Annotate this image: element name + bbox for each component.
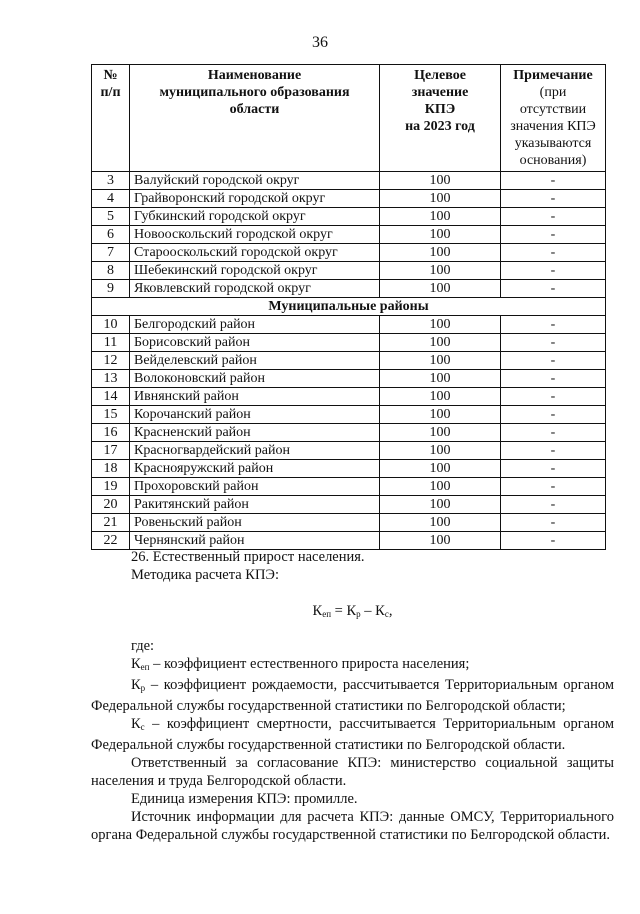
header-name-line: Наименование [207, 68, 302, 83]
target-value: 100 [380, 262, 501, 280]
row-number: 4 [92, 190, 130, 208]
table-row [92, 514, 606, 532]
municipality-name: Грайворонский городской округ [130, 190, 380, 208]
note-cell: - [501, 424, 606, 442]
table-row [92, 442, 606, 460]
municipality-name: Вейделевский район [130, 352, 380, 370]
row-number: 14 [92, 388, 130, 406]
row-number: 22 [92, 532, 130, 550]
table-row [92, 316, 606, 334]
definition-sub: с [140, 722, 145, 732]
target-value: 100 [380, 514, 501, 532]
header-note-line: значения КПЭ [510, 119, 596, 134]
method-label: Методика расчета КПЭ: [131, 567, 280, 583]
target-value: 100 [380, 478, 501, 496]
target-value: 100 [380, 334, 501, 352]
municipality-name: Краснояружский район [130, 460, 380, 478]
header-value [380, 65, 501, 172]
note-cell: - [501, 172, 606, 190]
header-value-line: значение [411, 85, 469, 100]
note-cell: - [501, 280, 606, 298]
target-value: 100 [380, 172, 501, 190]
municipality-name: Борисовский район [130, 334, 380, 352]
row-number: 19 [92, 478, 130, 496]
unit-text: Единица измерения КПЭ: промилле. [131, 791, 358, 807]
formula-minus: – [360, 603, 376, 619]
definition-sub: еп [140, 662, 150, 672]
header-num-line: № [103, 68, 118, 83]
page-number: 36 [312, 34, 328, 51]
row-number: 12 [92, 352, 130, 370]
where-label: где: [131, 638, 155, 654]
kpe-table [91, 64, 606, 550]
target-value: 100 [380, 496, 501, 514]
row-number: 3 [92, 172, 130, 190]
header-num-line: п/п [100, 85, 121, 100]
note-cell: - [501, 478, 606, 496]
note-cell: - [501, 208, 606, 226]
definition-k: К [131, 716, 141, 732]
header-note-line: основания) [519, 153, 587, 168]
row-number: 15 [92, 406, 130, 424]
responsible-text: Ответственный за согласование КПЭ: министерство социальной защиты населения и труда Белгородской области. [91, 755, 614, 789]
table-row [92, 226, 606, 244]
table-row [92, 352, 606, 370]
note-cell: - [501, 388, 606, 406]
row-number: 8 [92, 262, 130, 280]
definition-text: – коэффициент рождаемости, рассчитывается Территориальным органом Федеральной службы государственной статистики по Белгородской области; [91, 677, 614, 714]
section-row [92, 298, 606, 316]
municipality-name: Белгородский район [130, 316, 380, 334]
row-number: 17 [92, 442, 130, 460]
item-title: 26. Естественный прирост населения. [131, 549, 365, 565]
row-number: 16 [92, 424, 130, 442]
section-title: Муниципальные районы [92, 298, 606, 316]
definition-k: К [131, 677, 141, 693]
municipality-name: Чернянский район [130, 532, 380, 550]
municipality-name: Ивнянский район [130, 388, 380, 406]
table-row [92, 406, 606, 424]
header-note-title: Примечание [513, 68, 593, 83]
note-cell: - [501, 352, 606, 370]
header-note-line: (при отсутствии [519, 85, 587, 117]
header-note [501, 65, 606, 172]
definition-natural-growth [91, 655, 614, 676]
note-cell: - [501, 460, 606, 478]
method-text [91, 548, 614, 844]
formula-k: К [346, 603, 357, 619]
row-number: 5 [92, 208, 130, 226]
municipality-name: Волоконовский район [130, 370, 380, 388]
note-cell: - [501, 244, 606, 262]
header-value-line: на 2023 год [405, 119, 475, 134]
row-number: 20 [92, 496, 130, 514]
formula-k: К [375, 603, 385, 619]
target-value: 100 [380, 406, 501, 424]
target-value: 100 [380, 226, 501, 244]
table-body-urban-districts [92, 172, 606, 298]
table-row [92, 208, 606, 226]
note-cell: - [501, 532, 606, 550]
target-value: 100 [380, 280, 501, 298]
definition-death-rate [91, 715, 614, 754]
municipality-name: Ракитянский район [130, 496, 380, 514]
municipality-name: Губкинский городской округ [130, 208, 380, 226]
target-value: 100 [380, 532, 501, 550]
table-row [92, 190, 606, 208]
row-number: 13 [92, 370, 130, 388]
formula-sub-death: с [384, 609, 389, 619]
table-row [92, 496, 606, 514]
source-text: Источник информации для расчета КПЭ: данные ОМСУ, Территориального органа Федеральной службы государственной статистики по Белгородской области. [91, 809, 614, 843]
target-value: 100 [380, 424, 501, 442]
row-number: 18 [92, 460, 130, 478]
row-number: 11 [92, 334, 130, 352]
target-value: 100 [380, 388, 501, 406]
note-cell: - [501, 334, 606, 352]
note-cell: - [501, 262, 606, 280]
table-row [92, 424, 606, 442]
row-number: 9 [92, 280, 130, 298]
note-cell: - [501, 442, 606, 460]
header-num [92, 65, 130, 172]
header-name-line: области [229, 102, 280, 117]
note-cell: - [501, 190, 606, 208]
table-row [92, 460, 606, 478]
municipality-name: Валуйский городской округ [130, 172, 380, 190]
note-cell: - [501, 316, 606, 334]
municipality-name: Шебекинский городской округ [130, 262, 380, 280]
note-cell: - [501, 496, 606, 514]
definition-text: – коэффициент естественного прироста населения; [149, 656, 470, 672]
table-row [92, 334, 606, 352]
note-cell: - [501, 370, 606, 388]
table-row [92, 532, 606, 550]
target-value: 100 [380, 208, 501, 226]
table-body-municipal-districts [92, 316, 606, 550]
row-number: 10 [92, 316, 130, 334]
definition-birth-rate [91, 676, 614, 715]
target-value: 100 [380, 442, 501, 460]
row-number: 6 [92, 226, 130, 244]
municipality-name: Яковлевский городской округ [130, 280, 380, 298]
header-name [130, 65, 380, 172]
table-row [92, 172, 606, 190]
note-cell: - [501, 226, 606, 244]
table-section [92, 298, 606, 316]
target-value: 100 [380, 370, 501, 388]
header-value-line: КПЭ [424, 102, 456, 117]
table-row [92, 262, 606, 280]
table-row [92, 370, 606, 388]
header-value-line: Целевое [414, 68, 466, 83]
table-header-row [92, 65, 606, 172]
formula-sub-result: еп [322, 609, 332, 619]
formula-equals: = [331, 603, 347, 619]
row-number: 7 [92, 244, 130, 262]
definition-sub: р [140, 683, 146, 693]
table-row [92, 478, 606, 496]
municipality-name: Ровеньский район [130, 514, 380, 532]
header-name-line: муниципального образования [159, 85, 350, 100]
formula-k: К [312, 603, 323, 619]
table-row [92, 388, 606, 406]
municipality-name: Новооскольский городской округ [130, 226, 380, 244]
target-value: 100 [380, 244, 501, 262]
table-row [92, 280, 606, 298]
municipality-name: Красненский район [130, 424, 380, 442]
definition-k: К [131, 656, 141, 672]
target-value: 100 [380, 190, 501, 208]
formula-sub-birth: р [356, 609, 361, 619]
row-number: 21 [92, 514, 130, 532]
target-value: 100 [380, 352, 501, 370]
definition-text: – коэффициент смертности, рассчитывается Территориальным органом Федеральной службы государственной статистики по Белгородской области. [91, 716, 614, 753]
municipality-name: Старооскольский городской округ [130, 244, 380, 262]
municipality-name: Корочанский район [130, 406, 380, 424]
formula [91, 602, 614, 623]
note-cell: - [501, 514, 606, 532]
target-value: 100 [380, 316, 501, 334]
target-value: 100 [380, 460, 501, 478]
formula-tail: , [388, 603, 393, 619]
municipality-name: Прохоровский район [130, 478, 380, 496]
note-cell: - [501, 406, 606, 424]
header-note-line: указываются [514, 136, 592, 151]
table-row [92, 244, 606, 262]
municipality-name: Красногвардейский район [130, 442, 380, 460]
